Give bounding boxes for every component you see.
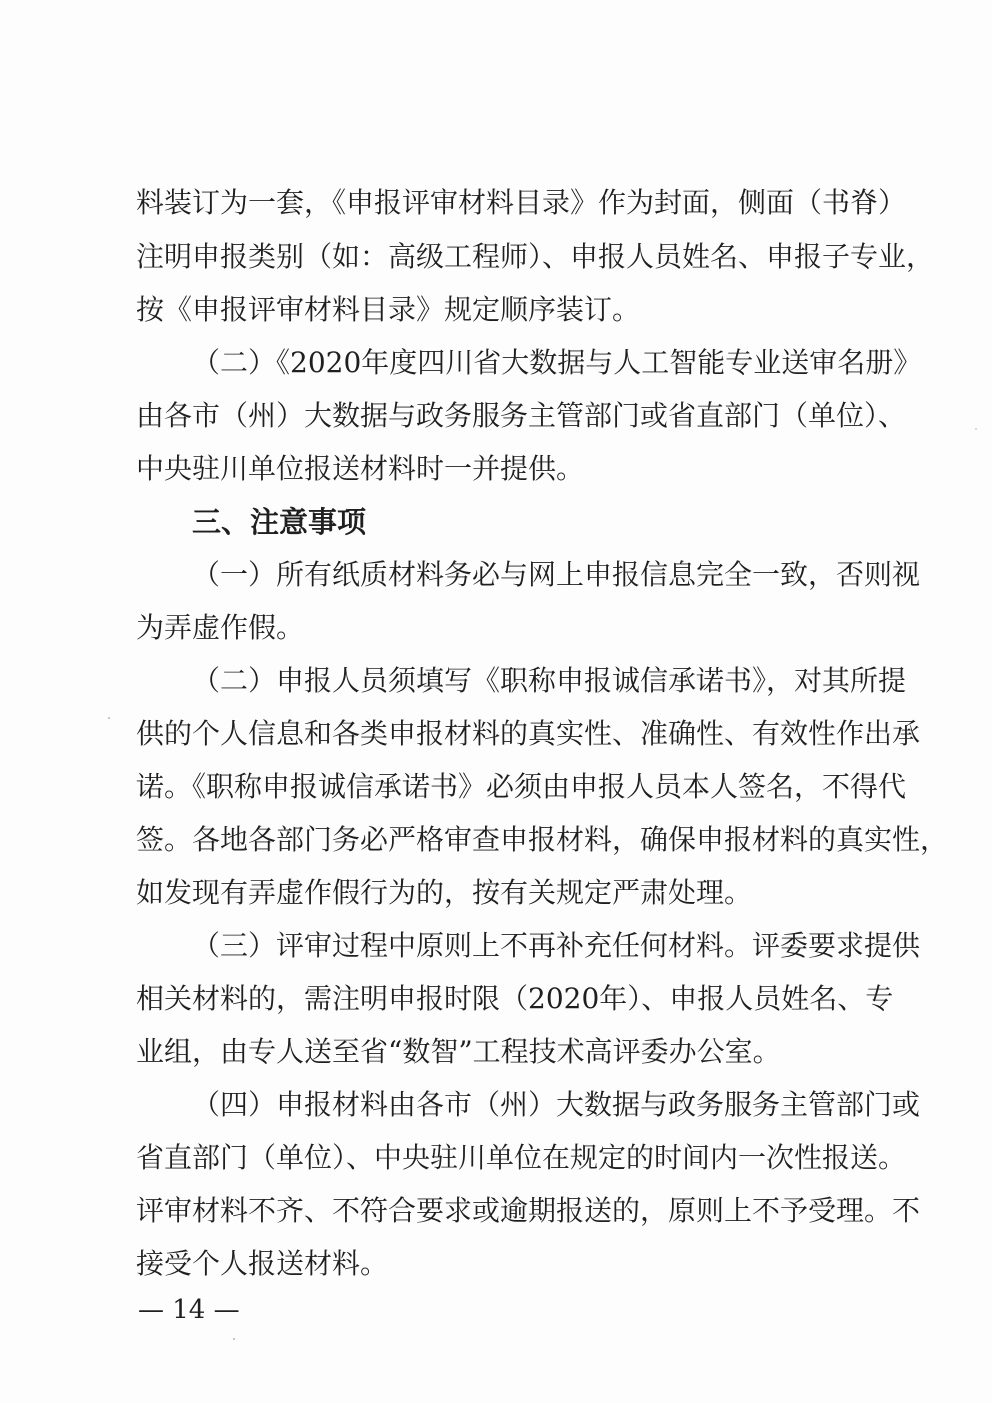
paragraph-line: （一）所有纸质材料务必与网上申报信息完全一致，否则视 bbox=[192, 558, 921, 591]
paragraph-line: （四）申报材料由各市（州）大数据与政务服务主管部门或 bbox=[192, 1088, 921, 1121]
section-heading: 三、注意事项 bbox=[192, 505, 367, 539]
paragraph-line: 注明申报类别（如：高级工程师）、申报人员姓名、申报子专业， bbox=[136, 240, 935, 273]
paragraph-line: 如发现有弄虚作假行为的，按有关规定严肃处理。 bbox=[136, 876, 753, 909]
paragraph-line: 为弄虚作假。 bbox=[136, 611, 305, 644]
paragraph-line: 料装订为一套，《申报评审材料目录》作为封面，侧面（书脊） bbox=[136, 186, 907, 219]
scan-speck bbox=[108, 717, 110, 719]
paragraph-line: （三）评审过程中原则上不再补充任何材料。评委要求提供 bbox=[192, 929, 921, 962]
paragraph-line: 评审材料不齐、不符合要求或逾期报送的，原则上不予受理。不 bbox=[136, 1194, 921, 1227]
paragraph-line: 诺。《职称申报诚信承诺书》必须由申报人员本人签名，不得代 bbox=[136, 770, 907, 803]
paragraph-line: 按《申报评审材料目录》规定顺序装订。 bbox=[136, 293, 641, 326]
paragraph-line: 相关材料的，需注明申报时限（2020年）、申报人员姓名、专 bbox=[136, 982, 894, 1015]
paragraph-line: 业组，由专人送至省“数智”工程技术高评委办公室。 bbox=[136, 1035, 781, 1068]
paragraph-line: 签。各地各部门务必严格审查申报材料，确保申报材料的真实性， bbox=[136, 823, 949, 856]
paragraph-line: 由各市（州）大数据与政务服务主管部门或省直部门（单位）、 bbox=[136, 399, 907, 432]
paragraph-line: （二）《2020年度四川省大数据与人工智能专业送审名册》 bbox=[192, 346, 922, 379]
page-number: — 14 — bbox=[138, 1295, 240, 1325]
scan-speck bbox=[233, 1338, 235, 1340]
paragraph-line: 中央驻川单位报送材料时一并提供。 bbox=[136, 452, 585, 485]
paragraph-line: 省直部门（单位）、中央驻川单位在规定的时间内一次性报送。 bbox=[136, 1141, 907, 1174]
paragraph-line: 供的个人信息和各类申报材料的真实性、准确性、有效性作出承 bbox=[136, 717, 921, 750]
scan-speck bbox=[975, 428, 977, 430]
paragraph-line: 接受个人报送材料。 bbox=[136, 1247, 389, 1280]
paragraph-line: （二）申报人员须填写《职称申报诚信承诺书》，对其所提 bbox=[192, 664, 907, 697]
